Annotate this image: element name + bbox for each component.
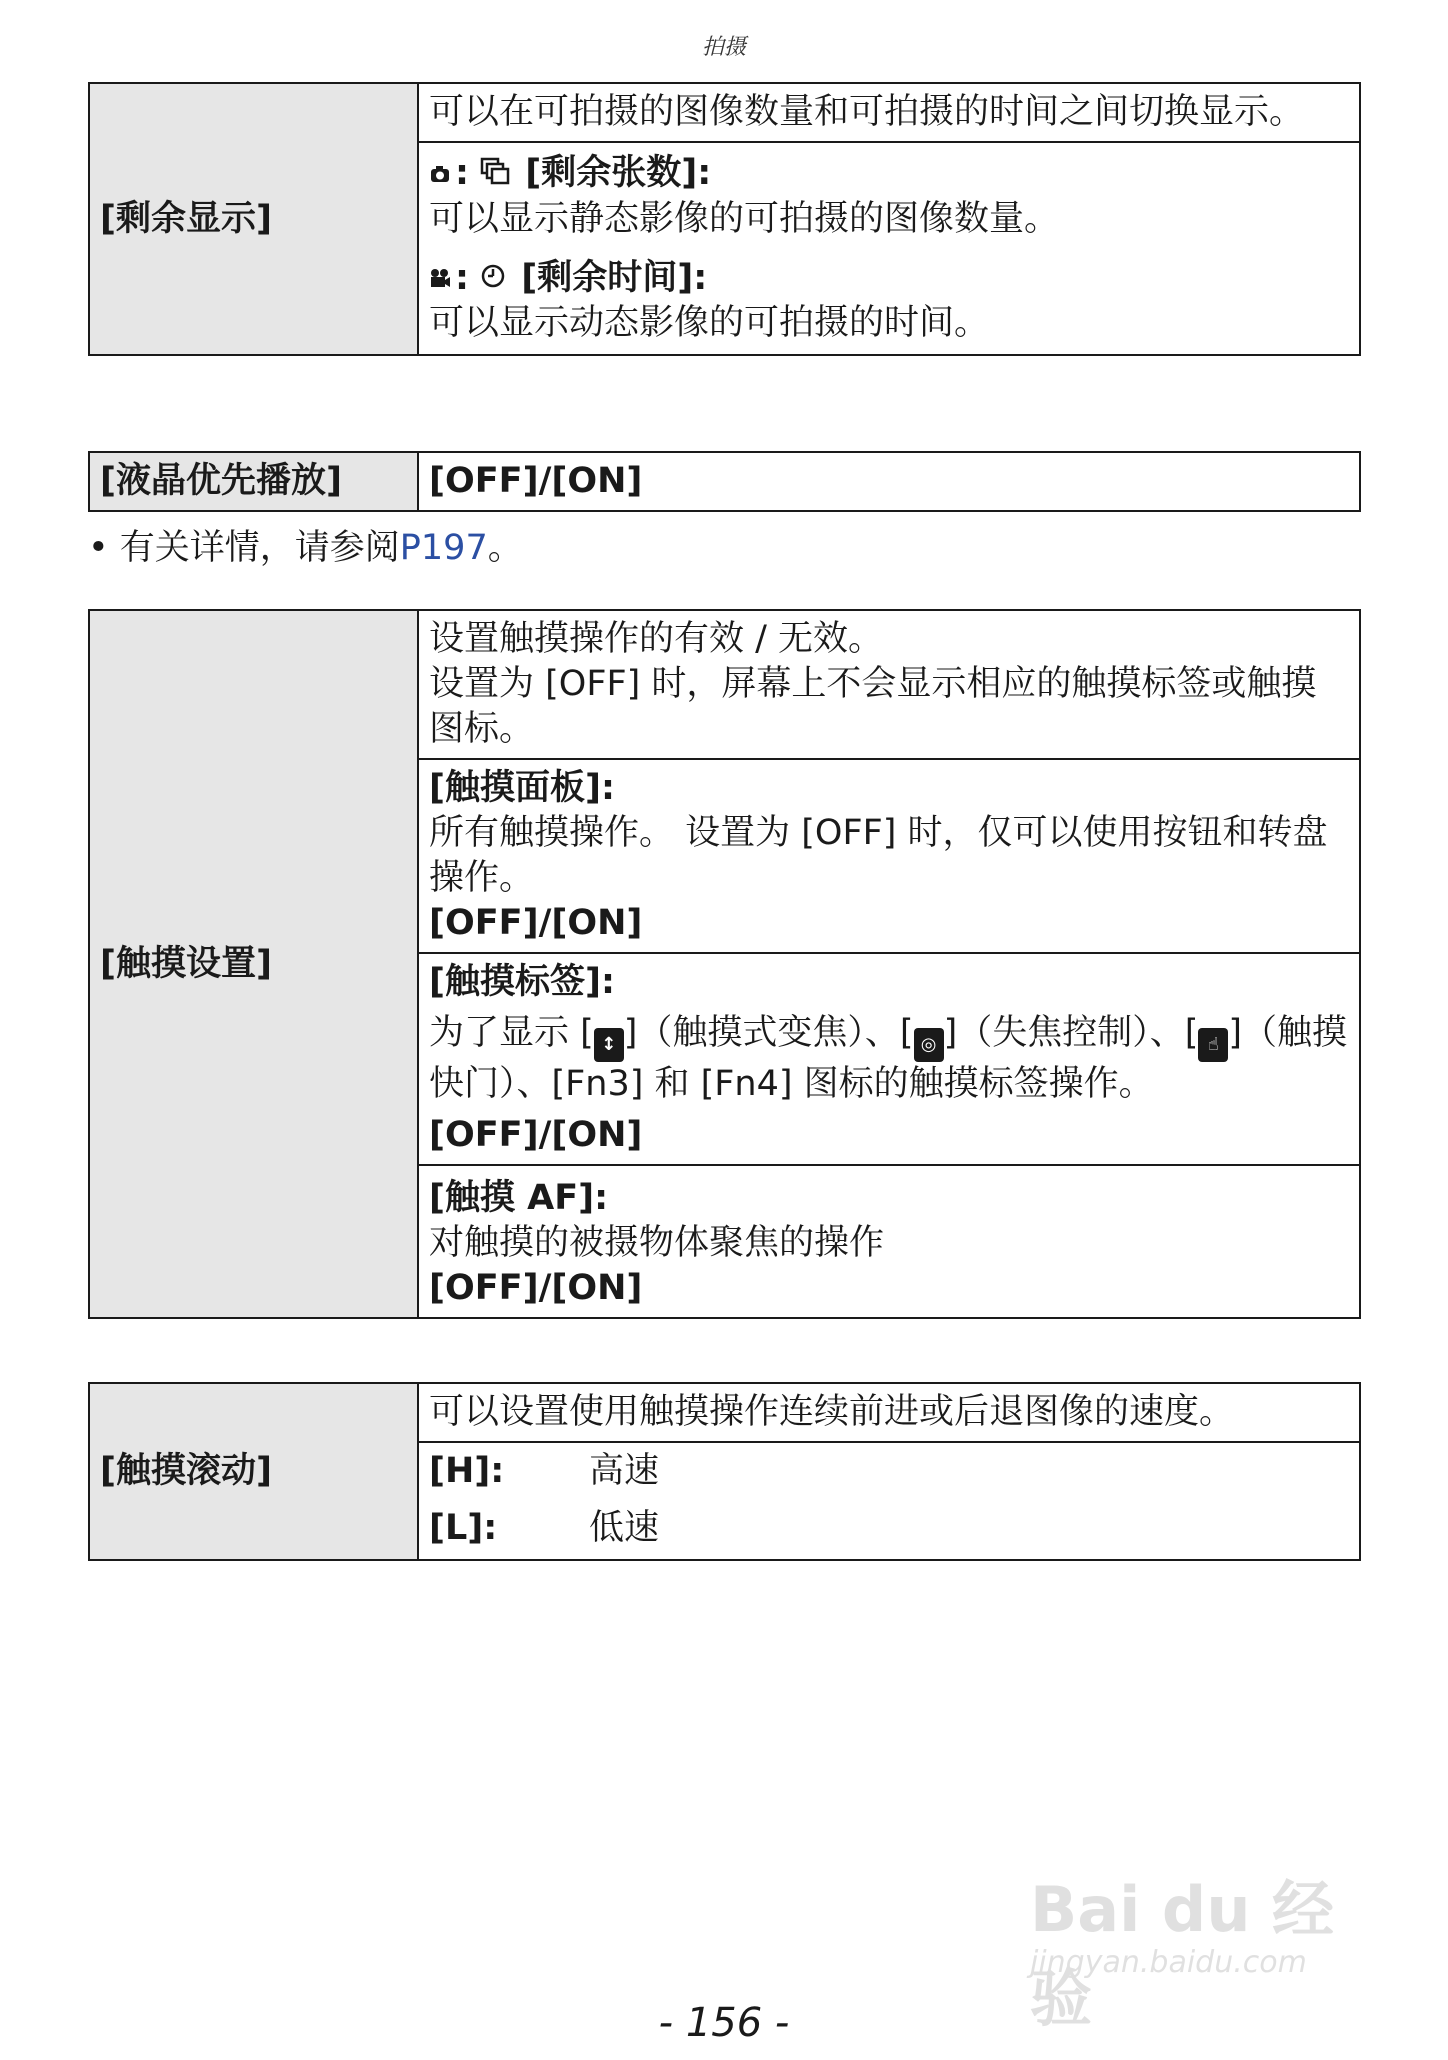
lcd-priority-table (88, 451, 1361, 512)
defocus-icon: ◎ (914, 1028, 944, 1062)
lcd-priority-value: [OFF]/[ON] (418, 452, 1360, 511)
touch-scroll-key: [触摸滚动] (89, 1383, 418, 1560)
burst-frames-icon (480, 152, 510, 197)
touch-af-value: [OFF]/[ON] (429, 1268, 643, 1308)
bullet-icon: • (88, 528, 120, 568)
note-text: 有关详情，请参阅 (119, 528, 400, 568)
watermark-url: jingyan.baidu.com (1030, 1945, 1307, 1980)
touch-tab-value: [OFF]/[ON] (429, 1115, 643, 1155)
touch-af-desc: 对触摸的被摄物体聚焦的操作 (429, 1223, 885, 1263)
remaining-display-desc: 可以在可拍摄的图像数量和可拍摄的时间之间切换显示。 (418, 83, 1360, 142)
speed-high-row: [H]: 高速 (429, 1451, 660, 1491)
touch-settings-key: [触摸设置] (89, 610, 418, 1318)
remaining-shots-title: [剩余张数]: (525, 153, 712, 193)
touch-settings-table (88, 609, 1361, 1319)
touch-settings-desc-2: 设置为 [OFF] 时，屏幕上不会显示相应的触摸标签或触摸图标。 (429, 664, 1317, 749)
touch-scroll-desc: 可以设置使用触摸操作连续前进或后退图像的速度。 (418, 1383, 1360, 1442)
page-number: - 156 - (658, 2000, 790, 2046)
clock-icon (480, 256, 506, 301)
remaining-time-desc: 可以显示动态影像的可拍摄的时间。 (429, 303, 990, 343)
touch-tab-title: [触摸标签]: (429, 962, 615, 1002)
touch-settings-desc-1: 设置触摸操作的有效 / 无效。 (429, 619, 884, 659)
page-link[interactable]: P197 (399, 528, 488, 568)
touch-scroll-table (88, 1382, 1361, 1561)
baidu-watermark (1030, 1840, 1370, 2035)
touch-tab-desc: 为了显示 [ ↕ ]（触摸式变焦）、[ ◎ ]（失焦控制）、[ ☝ ]（触摸快门）、[Fn3] 和 [Fn4] 图标的触摸标签操作。 (429, 1013, 1348, 1104)
movie-camera-icon (429, 256, 451, 301)
remaining-display-key: [剩余显示] (89, 83, 418, 355)
camera-icon (429, 152, 451, 197)
speed-low-row: [L]: 低速 (429, 1508, 660, 1548)
page-header: 拍摄 (701, 35, 746, 60)
note: • 有关详情，请参阅P197。 (88, 528, 523, 568)
touch-af-title: [触摸 AF]: (429, 1178, 609, 1218)
remaining-display-table: [剩余显示] 可以在可拍摄的图像数量和可拍摄的时间之间切换显示。 : [剩余张数]: 可以显示静态影像的可拍摄的图像数量。 : [剩余时间]: 可以显示动态影像的可拍摄的时间。 (88, 82, 1361, 356)
remaining-shots-desc: 可以显示静态影像的可拍摄的图像数量。 (429, 198, 1060, 239)
remaining-time-title: [剩余时间]: (521, 257, 708, 298)
watermark-brand: Bai du 经验 (1030, 1873, 1335, 2035)
touch-zoom-icon: ↕ (594, 1028, 624, 1062)
touch-panel-value: [OFF]/[ON] (429, 903, 643, 943)
touch-shutter-icon: ☝ (1198, 1028, 1228, 1062)
lcd-priority-key: [液晶优先播放] (89, 452, 418, 511)
touch-panel-title: [触摸面板]: (429, 768, 615, 808)
touch-panel-desc: 所有触摸操作。 设置为 [OFF] 时，仅可以使用按钮和转盘操作。 (429, 813, 1328, 898)
